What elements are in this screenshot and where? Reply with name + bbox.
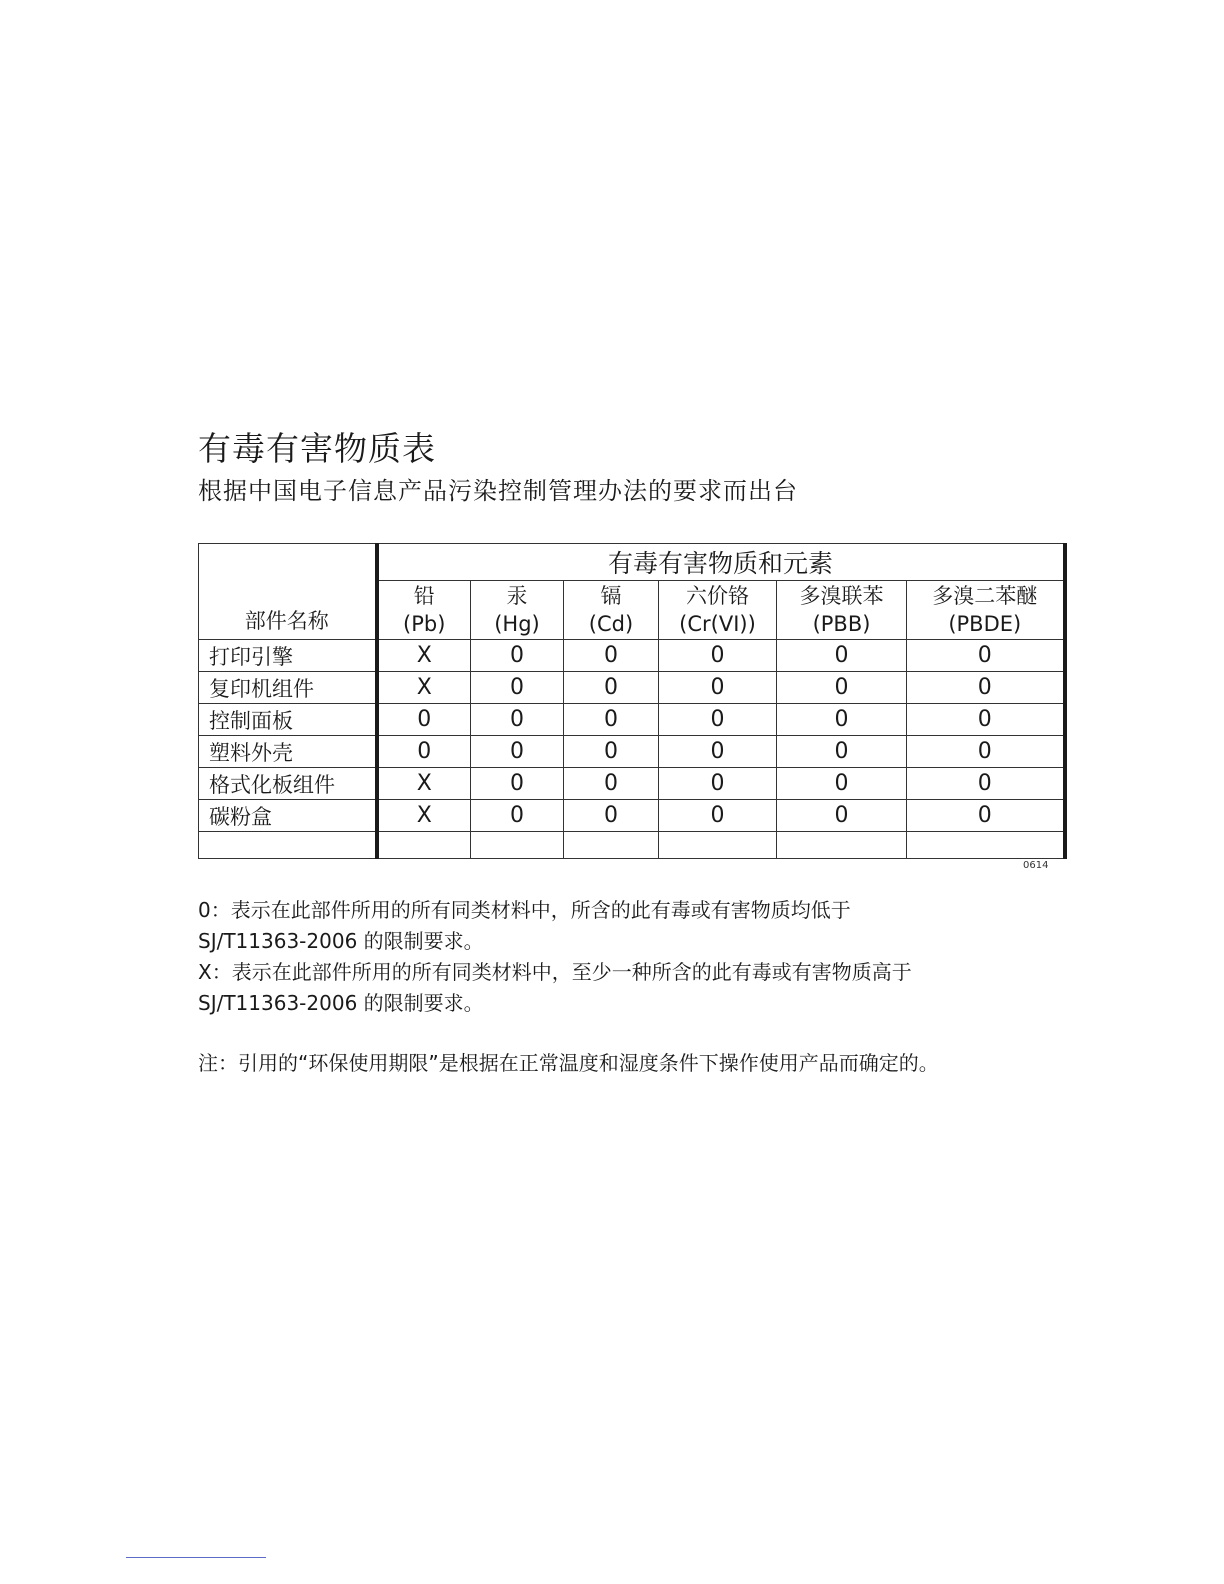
value-cell: 0 — [564, 640, 659, 672]
part-name-cell: 控制面板 — [199, 704, 377, 736]
value-cell: 0 — [564, 736, 659, 768]
value-cell: 0 — [907, 672, 1065, 704]
table-row — [199, 704, 1065, 736]
value-cell: 0 — [564, 672, 659, 704]
table-group-header-row — [199, 544, 1065, 581]
value-cell: 0 — [777, 736, 907, 768]
page-subtitle: 根据中国电子信息产品污染控制管理办法的要求而出台 — [198, 477, 798, 505]
value-cell: 0 — [907, 768, 1065, 800]
value-cell: X — [377, 672, 471, 704]
note-zero-line-1: 0：表示在此部件所用的所有同类材料中，所含的此有毒或有害物质均低于 — [198, 898, 851, 922]
value-cell: 0 — [777, 640, 907, 672]
value-cell: X — [377, 640, 471, 672]
empty-cell — [377, 832, 471, 859]
substance-group-header: 有毒有害物质和元素 — [377, 544, 1065, 581]
table-row — [199, 800, 1065, 832]
value-cell: 0 — [471, 736, 564, 768]
part-name-cell: 格式化板组件 — [199, 768, 377, 800]
table-row — [199, 768, 1065, 800]
empty-cell — [564, 832, 659, 859]
empty-cell — [659, 832, 777, 859]
value-cell: 0 — [377, 704, 471, 736]
value-cell: 0 — [471, 704, 564, 736]
empty-cell — [199, 832, 377, 859]
footnote: 注：引用的“环保使用期限”是根据在正常温度和湿度条件下操作使用产品而确定的。 — [198, 1051, 939, 1075]
value-cell: 0 — [471, 672, 564, 704]
value-cell: 0 — [564, 768, 659, 800]
column-header-hg: 汞 (Hg) — [471, 581, 564, 640]
page-title: 有毒有害物质表 — [198, 429, 436, 468]
part-name-cell: 打印引擎 — [199, 640, 377, 672]
column-header-pbde: 多溴二苯醚 (PBDE) — [907, 581, 1065, 640]
hazardous-substances-table — [198, 543, 1067, 859]
value-cell: X — [377, 768, 471, 800]
empty-cell — [777, 832, 907, 859]
column-header-cd: 镉 (Cd) — [564, 581, 659, 640]
part-name-header: 部件名称 — [199, 544, 377, 640]
part-name-cell: 塑料外壳 — [199, 736, 377, 768]
value-cell: 0 — [907, 800, 1065, 832]
value-cell: 0 — [777, 800, 907, 832]
empty-cell — [471, 832, 564, 859]
value-cell: 0 — [471, 800, 564, 832]
value-cell: 0 — [659, 736, 777, 768]
value-cell: 0 — [907, 736, 1065, 768]
note-x-line-2: SJ/T11363-2006 的限制要求。 — [198, 991, 484, 1015]
value-cell: 0 — [471, 768, 564, 800]
part-name-cell: 复印机组件 — [199, 672, 377, 704]
value-cell: 0 — [777, 704, 907, 736]
value-cell: 0 — [777, 672, 907, 704]
value-cell: 0 — [907, 640, 1065, 672]
empty-cell — [907, 832, 1065, 859]
table-body — [199, 544, 1065, 859]
notes-section — [198, 895, 939, 1079]
part-name-cell: 碳粉盒 — [199, 800, 377, 832]
column-header-cr6: 六价铬 (Cr(VI)) — [659, 581, 777, 640]
footer-divider — [126, 1557, 266, 1558]
value-cell: 0 — [564, 800, 659, 832]
table-row — [199, 640, 1065, 672]
value-cell: 0 — [377, 736, 471, 768]
value-cell: 0 — [659, 768, 777, 800]
column-header-pb: 铅 (Pb) — [377, 581, 471, 640]
value-cell: 0 — [659, 640, 777, 672]
table-code: 0614 — [1023, 860, 1049, 871]
value-cell: 0 — [564, 704, 659, 736]
column-header-pbb: 多溴联苯 (PBB) — [777, 581, 907, 640]
value-cell: 0 — [907, 704, 1065, 736]
value-cell: 0 — [471, 640, 564, 672]
value-cell: 0 — [659, 704, 777, 736]
value-cell: X — [377, 800, 471, 832]
value-cell: 0 — [777, 768, 907, 800]
value-cell: 0 — [659, 672, 777, 704]
value-cell: 0 — [659, 800, 777, 832]
table-row — [199, 672, 1065, 704]
note-x-line-1: X：表示在此部件所用的所有同类材料中，至少一种所含的此有毒或有害物质高于 — [198, 960, 912, 984]
note-zero-line-2: SJ/T11363-2006 的限制要求。 — [198, 929, 484, 953]
table-row — [199, 736, 1065, 768]
table-row-empty — [199, 832, 1065, 859]
